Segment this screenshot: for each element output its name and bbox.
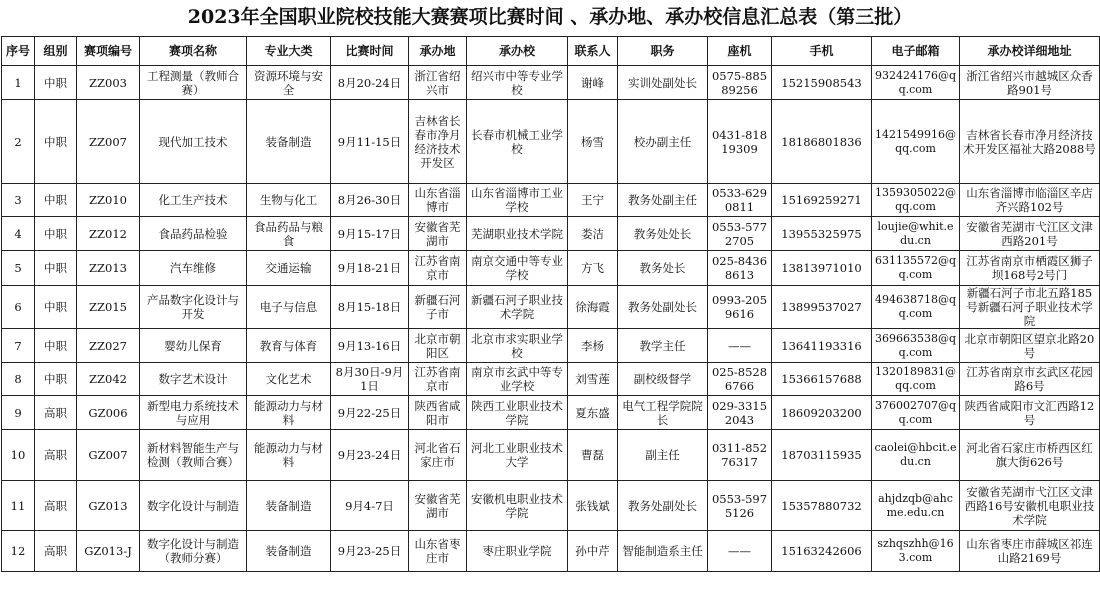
- cell-contact: 王宁: [568, 184, 618, 217]
- cell-mobile: 13813971010: [772, 251, 872, 286]
- cell-school: 山东省淄博市工业学校: [467, 184, 568, 217]
- cell-address: 北京市朝阳区望京北路20号: [960, 329, 1100, 363]
- header-row: [2, 37, 1100, 66]
- cell-time: 9月13-16日: [331, 329, 409, 363]
- cell-email: 1421549916@qq.com: [872, 100, 960, 184]
- cell-major: 装备制造: [247, 100, 331, 184]
- cell-school: 芜湖职业技术学院: [467, 217, 568, 251]
- cell-contact: 夏东盛: [568, 396, 618, 430]
- cell-host: 浙江省绍兴市: [409, 66, 467, 100]
- cell-host: 安徽省芜湖市: [409, 217, 467, 251]
- cell-no: 12: [2, 531, 35, 572]
- cell-contact: 方飞: [568, 251, 618, 286]
- header-school: 承办校: [467, 37, 568, 66]
- header-phone: 座机: [708, 37, 772, 66]
- cell-major: 装备制造: [247, 531, 331, 572]
- cell-post: 实训处副处长: [618, 66, 708, 100]
- cell-school: 枣庄职业学院: [467, 531, 568, 572]
- cell-code: ZZ013: [77, 251, 140, 286]
- cell-major: 交通运输: [247, 251, 331, 286]
- cell-school: 陕西工业职业技术学院: [467, 396, 568, 430]
- cell-no: 11: [2, 481, 35, 531]
- cell-group: 中职: [35, 363, 77, 396]
- cell-address: 安徽省芜湖市弋江区文津西路201号: [960, 217, 1100, 251]
- header-no: 序号: [2, 37, 35, 66]
- info-table: [1, 36, 1100, 572]
- cell-phone: 029-33152043: [708, 396, 772, 430]
- cell-email: 1359305022@qq.com: [872, 184, 960, 217]
- cell-name: 新材料智能生产与检测（教师合赛）: [140, 430, 247, 481]
- cell-no: 2: [2, 100, 35, 184]
- table-row: [2, 531, 1100, 572]
- cell-group: 中职: [35, 100, 77, 184]
- table-row: [2, 430, 1100, 481]
- cell-time: 9月23-24日: [331, 430, 409, 481]
- cell-email: ahjdzqb@ahcme.edu.cn: [872, 481, 960, 531]
- cell-phone: 0533-6290811: [708, 184, 772, 217]
- cell-email: 631135572@qq.com: [872, 251, 960, 286]
- cell-mobile: 15357880732: [772, 481, 872, 531]
- header-major: 专业大类: [247, 37, 331, 66]
- cell-host: 新疆石河子市: [409, 286, 467, 329]
- cell-name: 工程测量（教师合赛）: [140, 66, 247, 100]
- cell-code: ZZ012: [77, 217, 140, 251]
- cell-name: 化工生产技术: [140, 184, 247, 217]
- cell-email: loujie@whit.edu.cn: [872, 217, 960, 251]
- header-mobile: 手机: [772, 37, 872, 66]
- cell-phone: 0553-5975126: [708, 481, 772, 531]
- cell-post: 教务处副主任: [618, 184, 708, 217]
- cell-post: 教务处副处长: [618, 481, 708, 531]
- cell-no: 9: [2, 396, 35, 430]
- header-email: 电子邮箱: [872, 37, 960, 66]
- cell-school: 北京市求实职业学校: [467, 329, 568, 363]
- cell-post: 校办副主任: [618, 100, 708, 184]
- cell-name: 新型电力系统技术与应用: [140, 396, 247, 430]
- cell-group: 高职: [35, 430, 77, 481]
- cell-group: 高职: [35, 531, 77, 572]
- cell-no: 4: [2, 217, 35, 251]
- cell-code: ZZ027: [77, 329, 140, 363]
- cell-host: 江苏省南京市: [409, 363, 467, 396]
- cell-time: 9月18-21日: [331, 251, 409, 286]
- header-host: 承办地: [409, 37, 467, 66]
- table-row: [2, 251, 1100, 286]
- cell-email: caolei@hbcit.edu.cn: [872, 430, 960, 481]
- page-title: 2023年全国职业院校技能大赛赛项比赛时间 、承办地、承办校信息汇总表（第三批）: [187, 6, 913, 28]
- cell-major: 装备制造: [247, 481, 331, 531]
- cell-phone: 025-85286766: [708, 363, 772, 396]
- cell-email: 376002707@qq.com: [872, 396, 960, 430]
- cell-major: 资源环境与安全: [247, 66, 331, 100]
- header-code: 赛项编号: [77, 37, 140, 66]
- cell-no: 8: [2, 363, 35, 396]
- cell-phone: 0311-85276317: [708, 430, 772, 481]
- cell-code: ZZ007: [77, 100, 140, 184]
- cell-phone: 0553-5772705: [708, 217, 772, 251]
- cell-code: ZZ010: [77, 184, 140, 217]
- cell-school: 安徽机电职业技术学院: [467, 481, 568, 531]
- cell-contact: 曹磊: [568, 430, 618, 481]
- cell-contact: 杨雪: [568, 100, 618, 184]
- cell-contact: 张钱斌: [568, 481, 618, 531]
- cell-school: 南京交通中等专业学校: [467, 251, 568, 286]
- cell-time: 8月26-30日: [331, 184, 409, 217]
- cell-address: 河北省石家庄市桥西区红旗大街626号: [960, 430, 1100, 481]
- cell-email: 369663538@qq.com: [872, 329, 960, 363]
- cell-contact: 娄洁: [568, 217, 618, 251]
- cell-group: 中职: [35, 251, 77, 286]
- cell-host: 安徽省芜湖市: [409, 481, 467, 531]
- cell-phone: 0575-88589256: [708, 66, 772, 100]
- cell-mobile: 13899537027: [772, 286, 872, 329]
- cell-group: 高职: [35, 481, 77, 531]
- cell-mobile: 15215908543: [772, 66, 872, 100]
- cell-phone: 025-84368613: [708, 251, 772, 286]
- cell-major: 能源动力与材料: [247, 430, 331, 481]
- cell-code: ZZ003: [77, 66, 140, 100]
- cell-time: 9月22-25日: [331, 396, 409, 430]
- cell-time: 8月20-24日: [331, 66, 409, 100]
- header-post: 职务: [618, 37, 708, 66]
- cell-email: 932424176@qq.com: [872, 66, 960, 100]
- cell-no: 1: [2, 66, 35, 100]
- cell-email: szhqszhh@163.com: [872, 531, 960, 572]
- cell-address: 江苏省南京市栖霞区狮子坝168号2号门: [960, 251, 1100, 286]
- header-time: 比赛时间: [331, 37, 409, 66]
- cell-group: 中职: [35, 217, 77, 251]
- cell-phone: 0431-81819309: [708, 100, 772, 184]
- cell-time: 8月15-18日: [331, 286, 409, 329]
- cell-post: 副校级督学: [618, 363, 708, 396]
- cell-host: 山东省枣庄市: [409, 531, 467, 572]
- cell-contact: 谢峰: [568, 66, 618, 100]
- cell-address: 新疆石河子市北五路185号新疆石河子职业技术学院: [960, 286, 1100, 329]
- header-group: 组别: [35, 37, 77, 66]
- cell-address: 江苏省南京市玄武区花园路6号: [960, 363, 1100, 396]
- table-body: [2, 66, 1100, 572]
- cell-mobile: 15169259271: [772, 184, 872, 217]
- cell-host: 江苏省南京市: [409, 251, 467, 286]
- cell-mobile: 18186801836: [772, 100, 872, 184]
- cell-address: 山东省淄博市临淄区辛店齐兴路102号: [960, 184, 1100, 217]
- cell-post: 教务处处长: [618, 217, 708, 251]
- cell-major: 生物与化工: [247, 184, 331, 217]
- cell-phone: ——: [708, 531, 772, 572]
- table-row: [2, 286, 1100, 329]
- cell-name: 数字化设计与制造（教师分赛）: [140, 531, 247, 572]
- table-row: [2, 184, 1100, 217]
- cell-mobile: 18609203200: [772, 396, 872, 430]
- cell-phone: ——: [708, 329, 772, 363]
- cell-group: 中职: [35, 329, 77, 363]
- cell-school: 长春市机械工业学校: [467, 100, 568, 184]
- cell-address: 安徽省芜湖市弋江区文津西路16号安徽机电职业技术学院: [960, 481, 1100, 531]
- cell-host: 陕西省咸阳市: [409, 396, 467, 430]
- cell-code: ZZ015: [77, 286, 140, 329]
- cell-code: GZ013-J: [77, 531, 140, 572]
- cell-email: 1320189831@qq.com: [872, 363, 960, 396]
- cell-contact: 徐海霞: [568, 286, 618, 329]
- cell-mobile: 15163242606: [772, 531, 872, 572]
- cell-major: 食品药品与粮食: [247, 217, 331, 251]
- cell-time: 8月30日-9月1日: [331, 363, 409, 396]
- cell-address: 浙江省绍兴市越城区众香路901号: [960, 66, 1100, 100]
- cell-post: 电气工程学院院长: [618, 396, 708, 430]
- table-row: [2, 363, 1100, 396]
- table-row: [2, 66, 1100, 100]
- cell-contact: 李杨: [568, 329, 618, 363]
- cell-address: 吉林省长春市净月经济技术开发区福祉大路2088号: [960, 100, 1100, 184]
- cell-address: 陕西省咸阳市文汇西路12号: [960, 396, 1100, 430]
- cell-mobile: 13641193316: [772, 329, 872, 363]
- cell-contact: 孙中芹: [568, 531, 618, 572]
- cell-post: 教学主任: [618, 329, 708, 363]
- cell-name: 婴幼儿保育: [140, 329, 247, 363]
- cell-major: 能源动力与材料: [247, 396, 331, 430]
- cell-name: 汽车维修: [140, 251, 247, 286]
- cell-post: 教务处长: [618, 251, 708, 286]
- cell-address: 山东省枣庄市薛城区祁连山路2169号: [960, 531, 1100, 572]
- cell-name: 食品药品检验: [140, 217, 247, 251]
- cell-mobile: 15366157688: [772, 363, 872, 396]
- cell-host: 吉林省长春市净月经济技术开发区: [409, 100, 467, 184]
- cell-group: 中职: [35, 184, 77, 217]
- cell-code: GZ013: [77, 481, 140, 531]
- cell-post: 副主任: [618, 430, 708, 481]
- cell-name: 数字艺术设计: [140, 363, 247, 396]
- cell-host: 河北省石家庄市: [409, 430, 467, 481]
- header-name: 赛项名称: [140, 37, 247, 66]
- cell-name: 产品数字化设计与开发: [140, 286, 247, 329]
- table-row: [2, 481, 1100, 531]
- table-row: [2, 329, 1100, 363]
- cell-time: 9月23-25日: [331, 531, 409, 572]
- table-row: [2, 217, 1100, 251]
- cell-no: 10: [2, 430, 35, 481]
- cell-no: 3: [2, 184, 35, 217]
- cell-phone: 0993-2059616: [708, 286, 772, 329]
- table-row: [2, 100, 1100, 184]
- cell-major: 教育与体育: [247, 329, 331, 363]
- cell-time: 9月4-7日: [331, 481, 409, 531]
- cell-code: GZ007: [77, 430, 140, 481]
- table-row: [2, 396, 1100, 430]
- header-contact: 联系人: [568, 37, 618, 66]
- cell-code: ZZ042: [77, 363, 140, 396]
- cell-host: 北京市朝阳区: [409, 329, 467, 363]
- cell-no: 6: [2, 286, 35, 329]
- cell-name: 现代加工技术: [140, 100, 247, 184]
- cell-group: 中职: [35, 66, 77, 100]
- cell-school: 南京市玄武中等专业学校: [467, 363, 568, 396]
- cell-major: 文化艺术: [247, 363, 331, 396]
- cell-time: 9月15-17日: [331, 217, 409, 251]
- cell-no: 7: [2, 329, 35, 363]
- cell-post: 教务处副处长: [618, 286, 708, 329]
- cell-post: 智能制造系主任: [618, 531, 708, 572]
- cell-email: 494638718@qq.com: [872, 286, 960, 329]
- cell-school: 绍兴市中等专业学校: [467, 66, 568, 100]
- cell-contact: 刘雪莲: [568, 363, 618, 396]
- cell-school: 河北工业职业技术大学: [467, 430, 568, 481]
- cell-time: 9月11-15日: [331, 100, 409, 184]
- cell-mobile: 13955325975: [772, 217, 872, 251]
- cell-name: 数字化设计与制造: [140, 481, 247, 531]
- cell-school: 新疆石河子职业技术学院: [467, 286, 568, 329]
- cell-code: GZ006: [77, 396, 140, 430]
- cell-no: 5: [2, 251, 35, 286]
- cell-group: 高职: [35, 396, 77, 430]
- cell-group: 中职: [35, 286, 77, 329]
- cell-mobile: 18703115935: [772, 430, 872, 481]
- header-address: 承办校详细地址: [960, 37, 1100, 66]
- cell-major: 电子与信息: [247, 286, 331, 329]
- cell-host: 山东省淄博市: [409, 184, 467, 217]
